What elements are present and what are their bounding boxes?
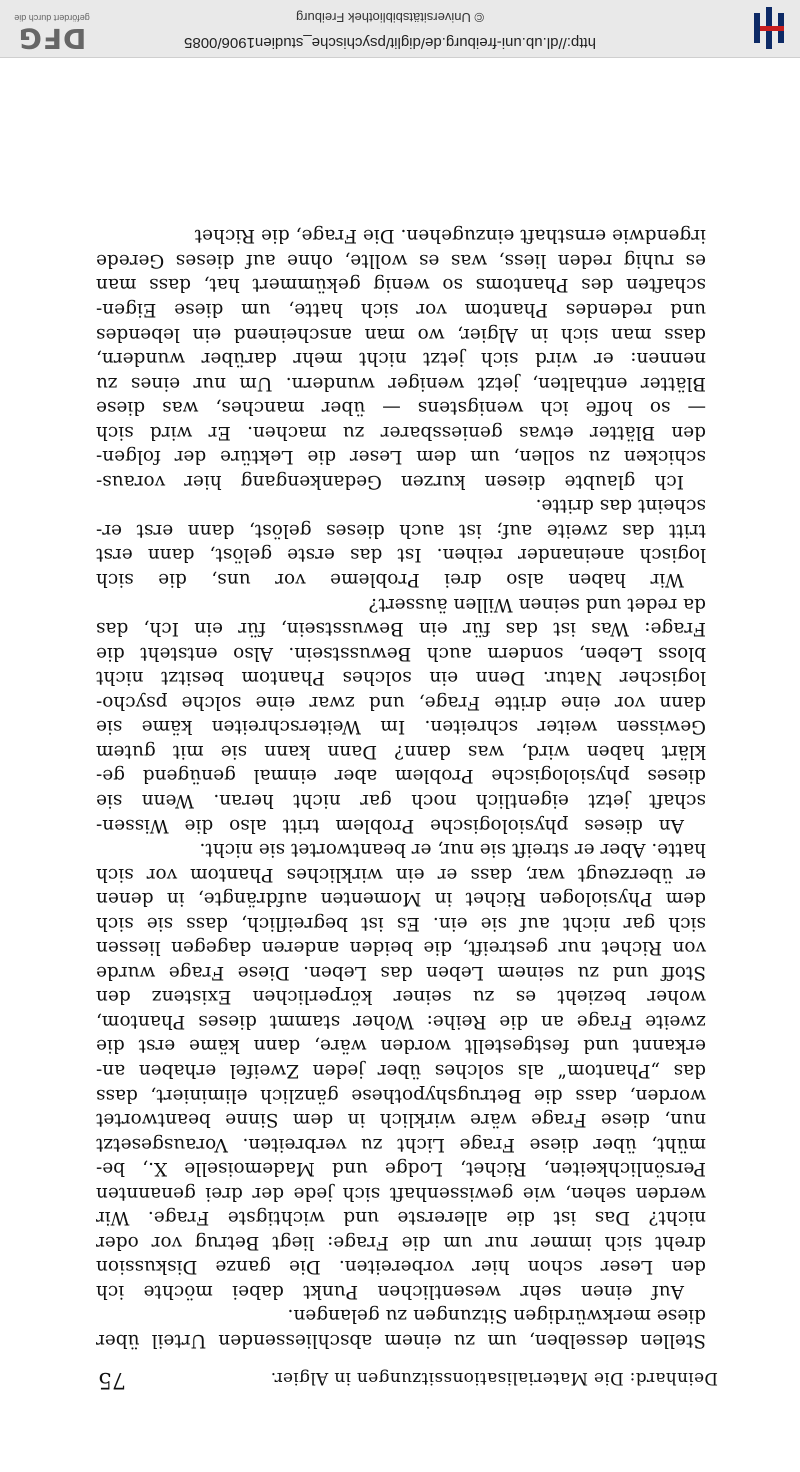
text-line: tritt das zweite auf; ist auch dieses gelöst, dann erst er- <box>96 519 706 541</box>
footer-bar <box>0 0 800 58</box>
dfg-logo[interactable] <box>4 13 100 53</box>
text-line: Ich glaubte diesen kurzen Gedankengang hier voraus- <box>96 470 684 492</box>
text-line: Stoff und zu seinem Leben das Leben. Diese Frage wurde <box>96 961 706 983</box>
text-line: nun, diese Frage wäre wirklich in dem Sinne beantwortet <box>96 1109 706 1131</box>
text-line: sich gar nicht auf sie ein. Es ist begreiflich, dass sie sich <box>96 912 706 934</box>
running-title: Deinhard: Die Materialisationssitzungen in Algier. <box>270 1368 718 1388</box>
text-line: schicken zu sollen, um dem Leser die Lektüre der folgen- <box>96 446 706 468</box>
text-line: logisch aneinander reihen. Ist das erste gelöst, dann erst <box>96 544 706 566</box>
text-line: da redet und seinen Willen äussert? <box>368 593 706 615</box>
text-line: und redendes Phantom vor sich hatte, um diese Eigen- <box>96 299 706 321</box>
text-line: Stellen desselben, um zu einem abschliessenden Urteil über <box>96 1330 706 1351</box>
page-header <box>98 1362 718 1392</box>
text-line: Wir haben also drei Probleme vor uns, die sich <box>96 569 684 591</box>
text-line: den Blätter etwas geniessbarer zu machen. Er wird sich <box>96 421 706 443</box>
text-line: den Leser schon hier vorbereiten. Die ganze Diskussion <box>96 1256 706 1278</box>
text-line: bloss Leben, sondern auch Bewusstsein. Also entsteht die <box>96 642 706 664</box>
page-number: 75 <box>98 1367 126 1392</box>
text-line: dreht sich immer nur um die Frage: liegt Betrug vor oder <box>96 1231 706 1253</box>
text-line: nennen: er wird sich jetzt nicht mehr darüber wundern, <box>96 348 706 370</box>
text-line: klärt haben wird, was dann? Dann kann sie mit gutem <box>96 740 706 762</box>
text-line: Auf einen sehr wesentlichen Punkt dabei möchte ich <box>96 1280 684 1302</box>
text-line: An dieses physiologische Problem tritt also die Wissen- <box>96 814 684 836</box>
text-line: — so hoffe ich wenigstens — über manches, was diese <box>96 397 706 419</box>
document-url-link[interactable]: http://dl.ub.uni-freiburg.de/diglit/psychische_studien1906/0085 <box>184 34 596 51</box>
text-line: schaft jetzt eigentlich noch gar nicht heran. Wenn sie <box>96 789 706 811</box>
text-line: Gewissen weiter schreiten. Im Weiterschreiten käme sie <box>96 716 706 738</box>
dfg-logo-subtext: gefördert durch die <box>14 13 90 23</box>
text-line: irgendwie ernsthaft einzugehen. Die Frage, die Richet <box>194 225 706 247</box>
text-line: von Richet nur gestreift, die beiden anderen dagegen liessen <box>96 937 706 959</box>
text-line: diese merkwürdigen Sitzungen zu gelangen. <box>287 1305 706 1327</box>
text-line: Persönlichkeiten, Richet, Lodge und Mademoiselle X., be- <box>96 1158 706 1180</box>
text-line: müht, über diese Frage Licht zu verbreiten. Vorausgesetzt <box>96 1133 706 1155</box>
text-line: logischer Natur. Denn ein solches Phantom besitzt nicht <box>96 667 706 689</box>
text-line: scheint das dritte. <box>535 495 706 517</box>
text-line: es ruhig reden liess, was es wollte, ohne auf dieses Gerede <box>96 249 706 271</box>
text-line: erkannt und festgestellt worden wäre, dann käme erst die <box>96 1035 706 1057</box>
text-line: hatte. Aber er streift sie nur, er beantwortet sie nicht. <box>199 839 706 861</box>
text-line: worden, dass die Betrugshypothese gänzlich eliminiert, dass <box>96 1084 706 1106</box>
text-line: das „Phantom“ als solches über jeden Zweifel erhaben an- <box>96 1059 706 1081</box>
text-line: dem Physiologen Richet in Momenten aufdrängte, in denen <box>96 888 706 910</box>
text-line: schaften des Phantoms so wenig gekümmert hat, dass man <box>96 274 706 296</box>
text-line: zweite Frage an die Reihe: Woher stammt dieses Phantom, <box>96 1010 706 1032</box>
copyright-notice: © Universitätsbibliothek Freiburg <box>295 10 485 25</box>
text-line: dann vor eine dritte Frage, und zwar eine solche psycho- <box>96 691 706 713</box>
text-line: werden sehen, wie gewissenhaft sich jede der drei genannten <box>96 1182 706 1204</box>
text-line: dieses physiologische Problem aber einmal genügend ge- <box>96 765 706 787</box>
body-text <box>96 223 706 1352</box>
text-line: nicht? Das ist die allererste und wichtigste Frage. Wir <box>96 1207 706 1229</box>
text-line: Frage: Was ist das für ein Bewusstsein, für ein Ich, das <box>96 618 706 640</box>
text-line: woher bezieht es zu seiner körperlichen Existenz den <box>96 986 706 1008</box>
dfg-logo-text: DFG <box>17 22 87 55</box>
text-line: Blätter enthalten, jetzt weniger wundern. Um nur eines zu <box>96 372 706 394</box>
university-logo-icon[interactable] <box>748 7 788 49</box>
text-line: dass man sich in Algier, wo man anscheinend ein lebendes <box>96 323 706 345</box>
text-line: er überzeugt war, dass er ein wirkliches Phantom vor sich <box>96 863 706 885</box>
